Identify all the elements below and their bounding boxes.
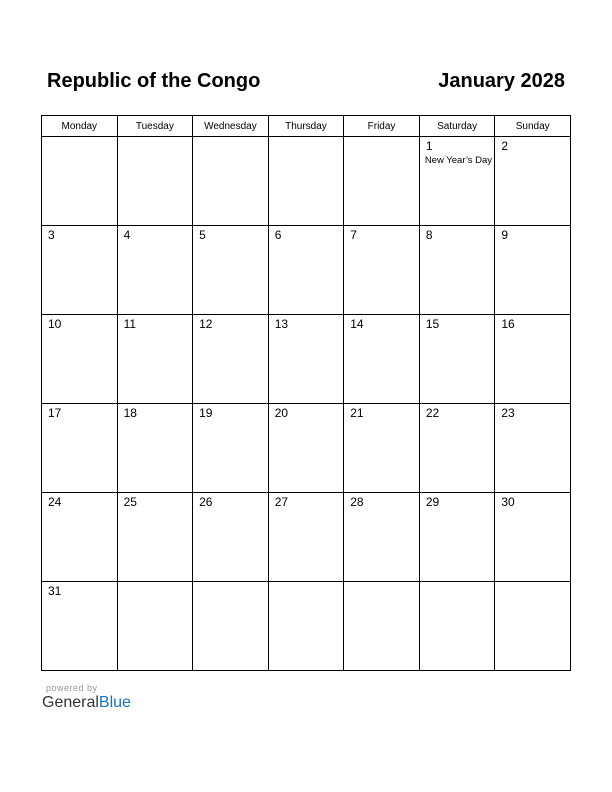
day-cell [419, 404, 495, 493]
brand-logo [42, 694, 131, 712]
day-number: 15 [425, 317, 440, 331]
day-cell [268, 226, 344, 315]
day-cell [495, 493, 571, 582]
day-cell [268, 315, 344, 404]
brand-name-part1: General [42, 694, 99, 711]
weekday-sunday: Sunday [495, 116, 571, 137]
week-row [42, 315, 571, 404]
day-number: 17 [48, 406, 62, 420]
day-cell [193, 582, 269, 671]
day-cell [42, 493, 118, 582]
country-title: Republic of the Congo [47, 70, 261, 92]
day-cell [495, 315, 571, 404]
day-cell [344, 404, 420, 493]
day-number: 16 [501, 317, 515, 331]
day-cell [419, 137, 495, 226]
day-cell [193, 137, 269, 226]
day-cell [117, 137, 193, 226]
weekday-wednesday: Wednesday [193, 116, 269, 137]
day-cell [419, 315, 495, 404]
day-cell [193, 493, 269, 582]
day-cell [193, 226, 269, 315]
brand-name-part2: Blue [98, 694, 131, 711]
day-cell [42, 226, 118, 315]
day-cell [344, 582, 420, 671]
day-cell [42, 404, 118, 493]
day-cell [268, 404, 344, 493]
week-row [42, 226, 571, 315]
day-cell [42, 137, 118, 226]
day-number: 12 [199, 317, 213, 331]
day-number: 11 [123, 317, 137, 331]
day-number: 6 [274, 228, 282, 242]
calendar-header [47, 70, 565, 98]
day-number: 10 [48, 317, 62, 331]
weekday-tuesday: Tuesday [117, 116, 193, 137]
day-number: 31 [48, 584, 62, 598]
week-row [42, 582, 571, 671]
day-number: 13 [274, 317, 289, 331]
weekday-saturday: Saturday [419, 116, 495, 137]
day-cell [193, 404, 269, 493]
day-cell [42, 315, 118, 404]
week-row [42, 493, 571, 582]
day-cell [117, 226, 193, 315]
day-number: 5 [199, 228, 206, 242]
day-cell [193, 315, 269, 404]
day-cell [419, 226, 495, 315]
day-number: 8 [425, 228, 433, 242]
day-cell [495, 137, 571, 226]
day-cell [495, 582, 571, 671]
day-cell [268, 137, 344, 226]
day-number: 18 [123, 406, 137, 420]
day-number: 20 [274, 406, 289, 420]
day-number: 28 [350, 495, 364, 509]
day-cell [344, 315, 420, 404]
day-number: 19 [199, 406, 213, 420]
day-number: 23 [501, 406, 515, 420]
day-cell [268, 582, 344, 671]
weekday-monday: Monday [42, 116, 118, 137]
day-number: 27 [274, 495, 289, 509]
day-number: 21 [350, 406, 364, 420]
weekday-thursday: Thursday [268, 116, 344, 137]
day-number: 4 [123, 228, 131, 242]
week-row [42, 404, 571, 493]
day-number: 25 [123, 495, 137, 509]
day-cell [117, 315, 193, 404]
day-number: 30 [501, 495, 515, 509]
month-title: January 2028 [438, 70, 565, 92]
day-number: 3 [48, 228, 55, 242]
day-cell [344, 493, 420, 582]
day-number: 29 [425, 495, 440, 509]
day-cell [495, 226, 571, 315]
day-cell [344, 226, 420, 315]
day-cell [419, 493, 495, 582]
day-number: 9 [501, 228, 509, 242]
day-cell [117, 404, 193, 493]
day-cell [117, 493, 193, 582]
calendar-body [42, 137, 571, 671]
day-cell [117, 582, 193, 671]
day-number: 24 [48, 495, 62, 509]
day-number: 2 [501, 139, 509, 153]
weekday-header-row [42, 116, 571, 137]
weekday-friday: Friday [344, 116, 420, 137]
day-cell [419, 582, 495, 671]
day-cell [268, 493, 344, 582]
powered-by-label: powered by [46, 683, 98, 693]
day-cell [42, 582, 118, 671]
day-number: 26 [199, 495, 213, 509]
day-number: 1 [425, 139, 433, 153]
day-number: 22 [425, 406, 440, 420]
holiday-label: New Year’s Day [424, 155, 493, 166]
calendar-grid [41, 115, 571, 671]
day-cell [495, 404, 571, 493]
day-number: 14 [350, 317, 364, 331]
day-cell [344, 137, 420, 226]
day-number: 7 [350, 228, 357, 242]
week-row [42, 137, 571, 226]
